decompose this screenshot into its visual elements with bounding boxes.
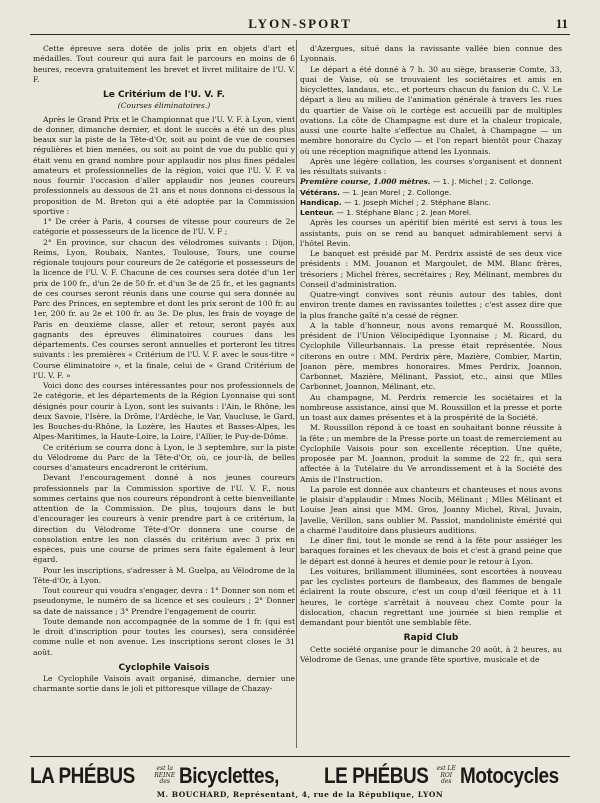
ad-top-rule xyxy=(30,756,570,757)
page-number: 11 xyxy=(555,16,568,31)
ad-product-motocycles: Motocycles xyxy=(460,763,559,788)
cyclophile-title: Cyclophile Vaisois xyxy=(118,662,210,673)
ad-brand-le-phebus: LE PHÉBUS xyxy=(324,763,429,788)
article-paragraph: Devant l'encouragement donné à nos jeunes coureurs professionnels par la Commission sportive de l'U. V. F., nous sommes certains que nos coureurs répondront à cette bienveillante attention de la Commission. De plus, toujours dans le but d'encourager les coureurs à venir prendre part à ce critérium, la direction du Vélodrome Tête-d'Or donnera une course de consolation entre les non classés du critérium avec 3 prix en espèces, puis une course de primes sera faite également à leur égard. xyxy=(33,473,295,565)
intro-paragraph: Cette épreuve sera dotée de jolis prix en objets d'art et médailles. Tout coureur qui aura fait le parcours en moins de 6 heures, recevra gratuitement les brevet et livret militaire de l'U. V. F. xyxy=(33,44,295,84)
article-paragraph: Le banquet est présidé par M. Perdrix assisté de ses deux vice présidents : MM. Jouanon et Margoulet, de MM. Blanc frères, trésoriers ; Michel frères, secrétaires ; Rey, Mélinant, membres du Conseil d'administration. xyxy=(300,249,562,289)
article-paragraph: Ce critérium se courra donc à Lyon, le 3 septembre, sur la piste du Vélodrome du Parc de la Tête-d'Or, où, ce jour-là, de belles courses d'amateurs encadreront le critérium. xyxy=(33,442,295,472)
ad-tag-roi: est LE ROI des xyxy=(436,765,456,786)
criterium-subtitle: (Courses éliminatoires.) xyxy=(117,101,211,111)
article-paragraph: Voici donc des courses intéressantes pour nos professionnels de 2e catégorie, et les départements de la Région Lyonnaise qui sont désignés pour courir à Lyon, sont les suivants : l'Ain, le Rhône, les deux Savoie, l'Isère, la Drôme, l'Ardèche, le Var, Vaucluse, le Gard, les Bouches-du-Rhône, la Lozère, les Hautes et Basses-Alpes, les Alpes-Maritimes, la Haute-Loire, la Loire, l'Allier, le Puy-de-Dôme. xyxy=(33,381,295,442)
article-paragraph: Le départ a été donné à 7 h. 30 au siège, brasserie Comte, 33, quai de Vaise, où se trouvaient les sociétaires et amis en bicyclettes, landaus, etc., et porteurs chacun du fanion du C. V. Le départ a lieu au milieu de l'animation générale à travers les rues du quartier de Vaise où le cortège est accueilli par de multiples ovations. La côte de Champagne est dure et la chaleur tropicale, aussi une courte halte s'effectue au Chalet, à Champagne — un membre honoraire du Cyclo — et l'on repart bientôt pour Chazay où une réception magnifique attend les Lyonnais. xyxy=(300,64,562,156)
result-line: Vétérans. — 1. Jean Morel ; 2. Collonge. xyxy=(300,187,452,197)
article-paragraph: Toute demande non accompagnée de la somme de 1 fr. (qui est le droit d'inscription pour toutes les courses), sera considérée comme nulle et non avenue. Les inscriptions seront closes le 31 août. xyxy=(33,616,295,657)
article-paragraph: Au champagne, M. Perdrix remercie les sociétaires et la nombreuse assistance, ainsi que M. Roussillon et la presse et porte un toast aux dames présentes et à la prospérité de la Société. xyxy=(300,392,562,422)
article-paragraph: Après les courses un apéritif bien mérité est servi à tous les assistants, puis on se rend au banquet admirablement servi à l'hôtel Revin. xyxy=(300,218,562,248)
ad-brand-la-phebus: LA PHÉBUS xyxy=(30,763,135,788)
article-paragraph: La parole est donnée aux chanteurs et chanteuses et nous avons le plaisir d'applaudir : Mmes Nocib, Mélinant ; Mlles Mélinant et Louise Jean ainsi que MM. Gros, Joanny Michel, Rival, Juvain, Javelle, Vérillon, sans oublier M. Passiot, mandoliniste émérité qui a charmé l'auditoire dans plusieurs auditions. xyxy=(300,484,562,535)
ad-product-bicyclettes: Bicyclettes, xyxy=(179,763,280,788)
rapid-club-paragraph: Cette société organise pour le dimanche 20 août, à 2 heures, au Vélodrome de Genas, une grande fête sportive, musicale et de xyxy=(300,644,562,664)
article-paragraph: 2° En province, sur chacun des vélodromes suivants : Dijon, Reims, Lyon, Roubaix, Nantes, Toulouse, Tours, une course régionale toujours pour coureurs de 2e catégorie et possesseurs de la licence de l'U. V. F. Chacune de ces courses sera dotée d'un 1er prix de 100 fr., d'un 2e de 50 fr. et d'un 3e de 25 fr., et les gagnants de ces courses seront réunis dans une course qui sera donnée au Parc des Princes, en septembre et dont les prix seront de 100 fr. au 1er, 200 fr. au 2e et 100 fr. au 3e. De plus, les frais de voyage de Paris en deuxième classe, aller et retour, seront payés aux gagnants des épreuves éliminatoires courues dans les départements. Ces courses seront annuelles et porteront les titres suivants : les premières « Critérium de l'U. V. F. avec le sous-titre « Course éliminatoire », et la finale, celui de « Grand Critérium de l'U. V. F. » xyxy=(33,237,295,380)
article-paragraph: A la table d'honneur, nous avons remarqué M. Roussillon, président de l'Union Vélocipédique Lyonnaise ; M. Ricard, du Cyclophile Villeurbannais. La presse était représentée. Nous citerons en outre : MM. Perdrix père, Mazière, Combier, Martin, Joanon père, membres honoraires. Mmes Perdrix, Joannon, Carbonnet, Mazière, Mélinant, Passiot, etc., ainsi que Mlles Carbonnet, Joannon, Mélinant, etc. xyxy=(300,320,562,392)
column-divider xyxy=(296,40,297,748)
article-paragraph: Tout coureur qui voudra s'engager, devra : 1° Donner son nom et pseudonyme, le numéro de sa licence et ses couleurs ; 2° Donner sa date de naissance ; 3° Prendre l'engagement de courir. xyxy=(33,586,295,616)
result-line: Première course, 1.000 mètres. — 1. J. Michel ; 2. Collonge. xyxy=(300,177,534,187)
left-column xyxy=(33,44,295,752)
rapid-club-title: Rapid Club xyxy=(403,633,459,644)
ad-tag-reine: est la REINE des xyxy=(154,765,176,786)
article-paragraph: Pour les inscriptions, s'adresser à M. Guelpa, au Vélodrome de la Tête-d'Or, à Lyon. xyxy=(33,565,295,585)
article-paragraph: Après une légère collation, les courses s'organisent et donnent les résultats suivants : xyxy=(300,156,562,176)
masthead-title: LYON-SPORT xyxy=(248,16,352,31)
article-paragraph: Le dîner fini, tout le monde se rend à la fête pour assiéger les baraques foraines et les chevaux de bois et c'est à grand peine que le départ est donné à heures et demie pour le retour à Lyon. xyxy=(300,536,562,566)
right-column xyxy=(300,44,562,752)
phebus-advertisement xyxy=(30,763,570,789)
article-paragraph: 1° De créer à Paris, 4 courses de vitesse pour coureurs de 2e catégorie et possesseurs de la licence de l'U. V. F ; xyxy=(33,217,295,237)
article-paragraph: Quatre-vingt convives sont réunis autour des tables, dont environ trente dames en ravissantes toilettes ; c'est assez dire que la plus franche gaîté n'a cessé de régner. xyxy=(300,290,562,320)
criterium-title: Le Critérium de l'U. V. F. xyxy=(103,90,225,100)
ad-footer: M. BOUCHARD, Représentant, 4, rue de la République, LYON xyxy=(156,790,444,799)
cyclophile-paragraph: Le Cyclophile Vaisois avait organisé, dimanche, dernier une charmante sortie dans le joli et pittoresque village de Chazay- xyxy=(33,674,295,694)
result-line: Lenteur. — 1. Stéphane Blanc ; 2. Jean Morel. xyxy=(300,208,472,217)
article-paragraph: d'Azergues, situé dans la ravissante vallée bien connue des Lyonnais. xyxy=(300,44,562,64)
header-rule xyxy=(30,34,570,35)
article-paragraph: Après le Grand Prix et le Championnat que l'U. V. F. à Lyon, vient de donner, dimanche dernier, et dont le succès a été un des plus beaux sur la piste de la Tête-d'Or, soit au point de vue de courses régulières et bien menées, ou soit au point de vue du public qui y était venu en grand nombre pour applaudir nos plus fines pédales amateurs et professionnelles de la région, voici que l'U. V. F. va nous fournir l'occasion d'aller applaudir nos jeunes coureurs professionnels au dessous de 21 ans et nous donnons ci-dessous la proposition de M. Breton qui a été adoptée par la Commission sportive : xyxy=(33,114,295,216)
article-paragraph: Les voitures, brillamment illuminées, sont escortées à nouveau par les cyclistes porteurs de flambeaux, des flammes de bengale éclairent la route obscure, c'est un coup d'œil féerique et à 11 heures, le cortège s'arrêtait à nouveau chez Comte pour la dislocation, chacun regrettant une journée si bien remplie et demandant pour bientôt une semblable fête. xyxy=(300,566,562,627)
result-line: Handicap. — 1. Joseph Michel ; 2. Stéphane Blanc. xyxy=(300,197,491,207)
article-paragraph: M. Roussillon répond à ce toast en souhaitant bonne réussite à la fête ; un membre de la Presse porte un toast de remerciement au Cyclophile Vaisois pour son excellente réception. Une quête, proposée par M. Joannon, produit la somme de 22 fr., qui sera affectée à la Tutélaire du Ve arrondissement et à la Société des Amis de l'Instruction. xyxy=(300,423,562,484)
